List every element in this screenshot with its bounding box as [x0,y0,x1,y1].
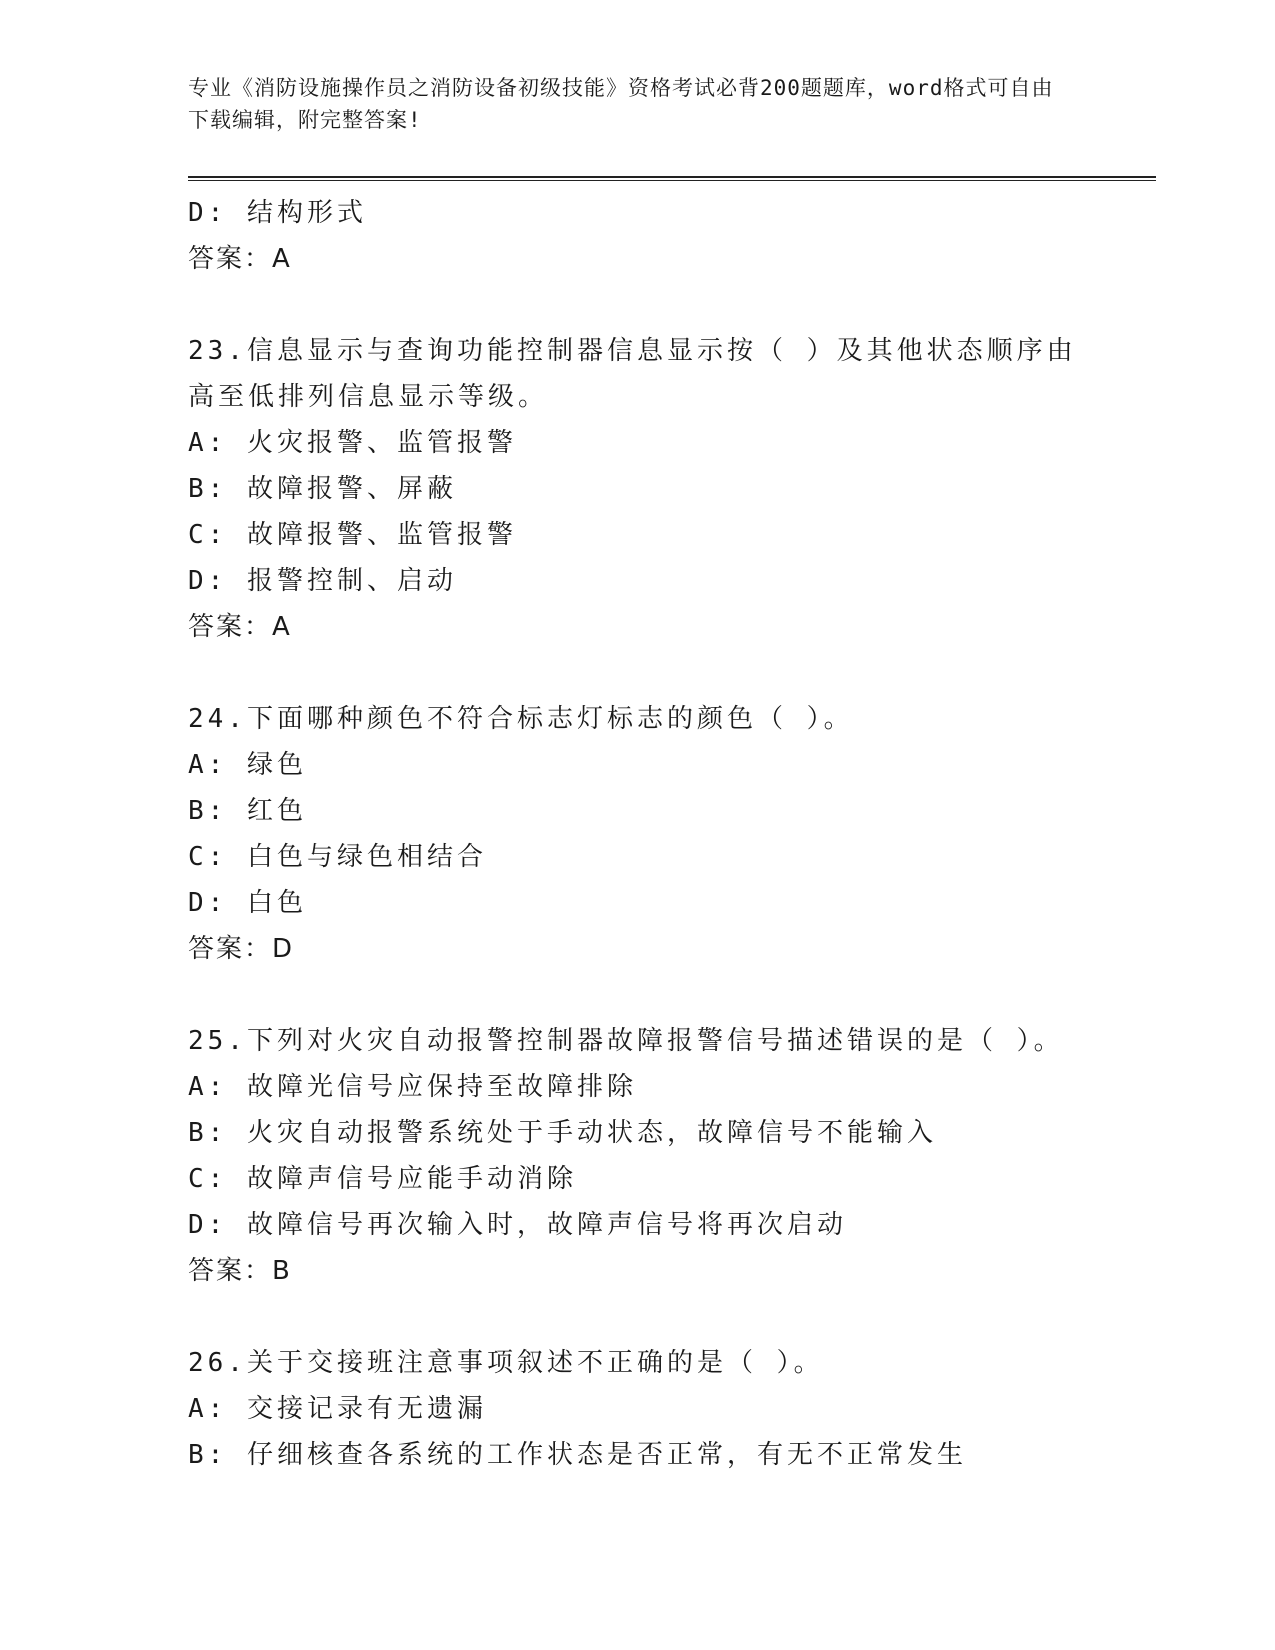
option-a: A: 火灾报警、监管报警 [188,428,517,458]
page-header: 专业《消防设施操作员之消防设备初级技能》资格考试必背200题题库，word格式可自由下载编辑，附完整答案! [188,76,1054,132]
spacer [188,972,1108,1018]
option-a: A: 交接记录有无遗漏 [188,1394,487,1424]
option-b: B: 火灾自动报警系统处于手动状态，故障信号不能输入 [188,1118,937,1148]
option-d: D: 白色 [188,888,307,918]
option-a: A: 故障光信号应保持至故障排除 [188,1072,637,1102]
question-answer: 答案：A [188,612,292,642]
option-b: B: 故障报警、屏蔽 [188,474,457,504]
question-answer: 答案：D [188,934,295,964]
question-24 [188,696,1108,972]
question-answer: 答案：B [188,1256,292,1286]
question-stem: 26.关于交接班注意事项叙述不正确的是（ ）。 [188,1348,824,1378]
option-d: D: 报警控制、启动 [188,566,457,596]
fragment-option-d: D: 结构形式 [188,198,367,228]
option-d: D: 故障信号再次输入时，故障声信号将再次启动 [188,1210,847,1240]
option-c: C: 故障声信号应能手动消除 [188,1164,577,1194]
question-23 [188,328,1108,650]
question-stem: 25.下列对火灾自动报警控制器故障报警信号描述错误的是（ ）。 [188,1026,1064,1056]
option-b: B: 红色 [188,796,307,826]
option-a: A: 绿色 [188,750,307,780]
option-c: C: 白色与绿色相结合 [188,842,487,872]
fragment-answer: 答案：A [188,244,292,274]
question-25 [188,1018,1108,1294]
question-stem: 23.信息显示与查询功能控制器信息显示按（ ）及其他状态顺序由高至低排列信息显示等级。 [188,336,1077,412]
spacer [188,282,1108,328]
spacer [188,650,1108,696]
option-b: B: 仔细核查各系统的工作状态是否正常，有无不正常发生 [188,1440,967,1470]
header-divider [188,176,1156,181]
question-26 [188,1340,1108,1478]
option-c: C: 故障报警、监管报警 [188,520,517,550]
spacer [188,1294,1108,1340]
question-stem: 24.下面哪种颜色不符合标志灯标志的颜色（ ）。 [188,704,854,734]
question-content [188,190,1108,1478]
